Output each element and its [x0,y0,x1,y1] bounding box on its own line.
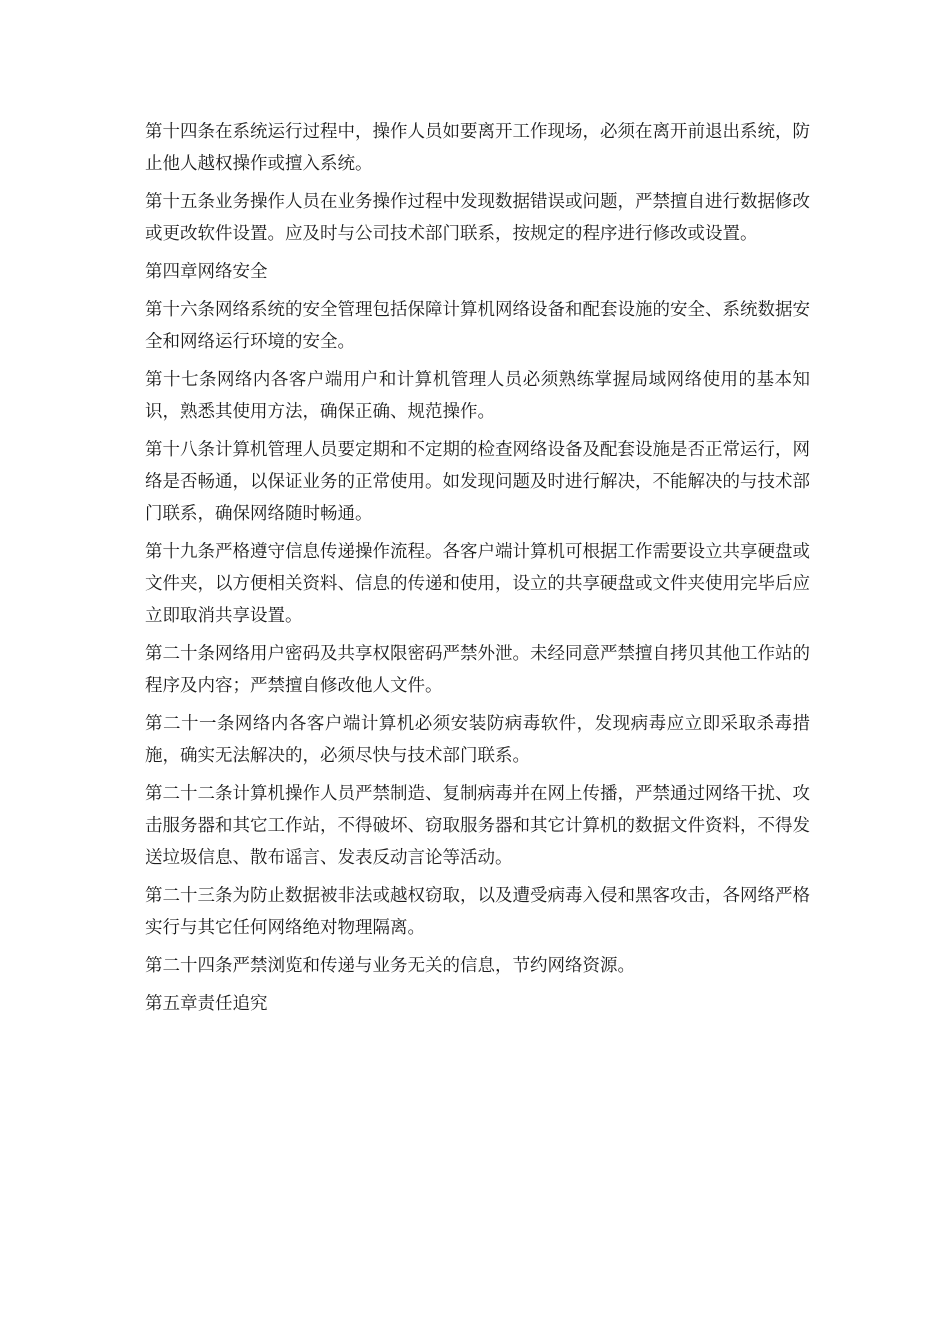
article-18: 第十八条计算机管理人员要定期和不定期的检查网络设备及配套设施是否正常运行，网络是否畅通，以保证业务的正常使用。如发现问题及时进行解决，不能解决的与技术部门联系，确保网络随时畅通。 [145,440,810,524]
article-24: 第二十四条严禁浏览和传递与业务无关的信息，节约网络资源。 [145,956,635,976]
chapter-4-heading: 第四章网络安全 [145,262,268,282]
article-15: 第十五条业务操作人员在业务操作过程中发现数据错误或问题，严禁擅自进行数据修改或更改软件设置。应及时与公司技术部门联系，按规定的程序进行修改或设置。 [145,192,810,244]
article-17: 第十七条网络内各客户端用户和计算机管理人员必须熟练掌握局域网络使用的基本知识，熟悉其使用方法，确保正确、规范操作。 [145,370,810,422]
article-23: 第二十三条为防止数据被非法或越权窃取，以及遭受病毒入侵和黑客攻击，各网络严格实行与其它任何网络绝对物理隔离。 [145,886,810,938]
document-body [145,116,810,1026]
article-20: 第二十条网络用户密码及共享权限密码严禁外泄。未经同意严禁擅自拷贝其他工作站的程序及内容；严禁擅自修改他人文件。 [145,644,810,696]
article-21: 第二十一条网络内各客户端计算机必须安装防病毒软件，发现病毒应立即采取杀毒措施，确实无法解决的，必须尽快与技术部门联系。 [145,714,810,766]
article-16: 第十六条网络系统的安全管理包括保障计算机网络设备和配套设施的安全、系统数据安全和网络运行环境的安全。 [145,300,810,352]
article-14: 第十四条在系统运行过程中，操作人员如要离开工作现场，必须在离开前退出系统，防止他人越权操作或擅入系统。 [145,122,810,174]
chapter-5-heading: 第五章责任追究 [145,994,268,1014]
article-19: 第十九条严格遵守信息传递操作流程。各客户端计算机可根据工作需要设立共享硬盘或文件夹，以方便相关资料、信息的传递和使用，设立的共享硬盘或文件夹使用完毕后应立即取消共享设置。 [145,542,810,626]
article-22: 第二十二条计算机操作人员严禁制造、复制病毒并在网上传播，严禁通过网络干扰、攻击服务器和其它工作站，不得破坏、窃取服务器和其它计算机的数据文件资料，不得发送垃圾信息、散布谣言、发表反动言论等活动。 [145,784,810,868]
